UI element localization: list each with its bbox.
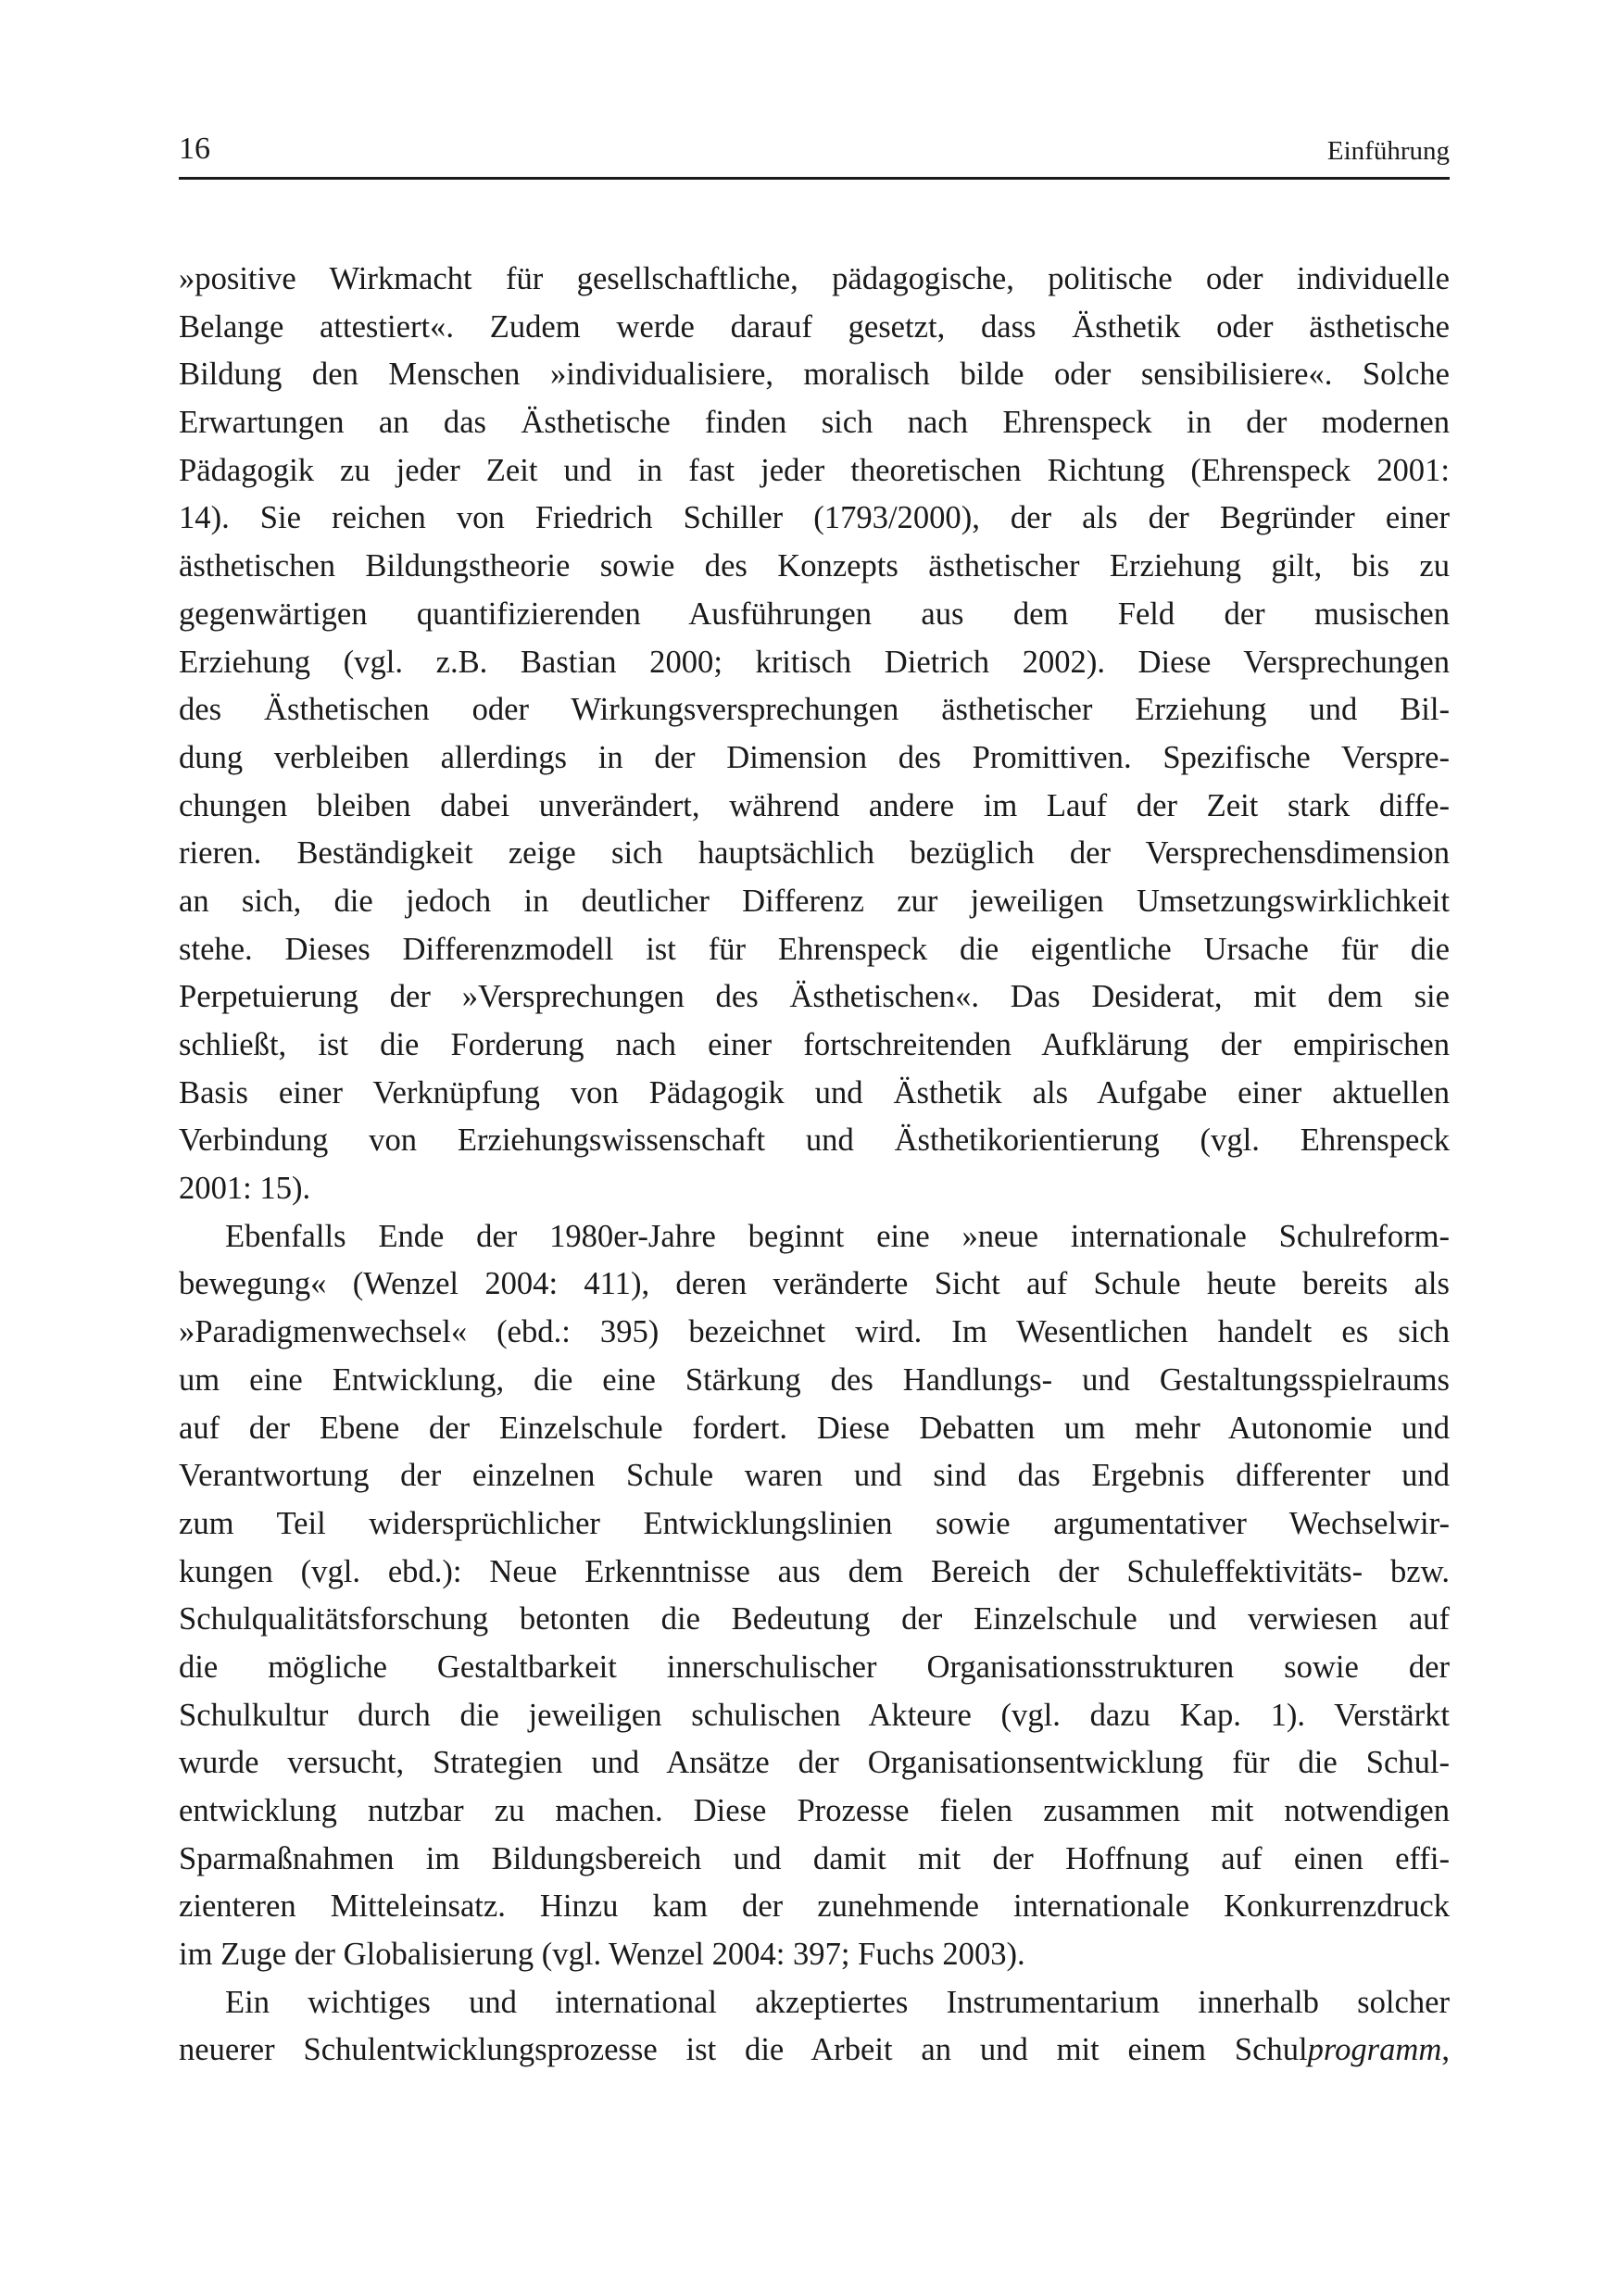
paragraph-3 (179, 1979, 1450, 2075)
text-line: Schulkultur durch die jeweiligen schulischen Akteure (vgl. dazu Kap. 1). Verstärkt (179, 1697, 1450, 1733)
text-line: »Paradigmenwechsel« (ebd.: 395) bezeichnet wird. Im Wesentlichen handelt es sich (179, 1314, 1450, 1350)
text-segment: neuerer Schulentwicklungsprozesse ist die Arbeit an und mit einem Schul (179, 2032, 1308, 2068)
text-line: rieren. Beständigkeit zeige sich hauptsächlich bezüglich der Versprechensdimension (179, 835, 1450, 872)
text-line: Pädagogik zu jeder Zeit und in fast jeder theoretischen Richtung (Ehrenspeck 2001: (179, 452, 1450, 488)
text-line: dung verbleiben allerdings in der Dimension des Promittiven. Spezifische Verspre- (179, 739, 1450, 775)
text-line: 2001: 15). (179, 1171, 311, 1207)
text-line: zienteren Mitteleinsatz. Hinzu kam der zunehmende internationale Konkurrenzdruck (179, 1888, 1450, 1925)
text-line: auf der Ebene der Einzelschule fordert. Diese Debatten um mehr Autonomie und (179, 1410, 1450, 1446)
text-line: Ein wichtiges und international akzeptiertes Instrumentarium innerhalb solcher (225, 1984, 1450, 2020)
text-line (179, 2026, 1450, 2075)
text-line: im Zuge der Globalisierung (vgl. Wenzel 2004: 397; Fuchs 2003). (179, 1937, 1025, 1973)
text-line: Ebenfalls Ende der 1980er-Jahre beginnt eine »neue internationale Schulreform- (225, 1218, 1450, 1254)
text-line: chungen bleiben dabei unverändert, während andere im Lauf der Zeit stark diffe- (179, 787, 1450, 823)
chapter-title: Einführung (1326, 136, 1450, 166)
body-text (179, 256, 1450, 2075)
text-line: Bildung den Menschen »individualisiere, moralisch bilde oder sensibilisiere«. Solche (179, 357, 1450, 393)
emphasized-word: programm (1307, 2032, 1442, 2068)
text-line: Perpetuierung der »Versprechungen des Ästhetischen«. Das Desiderat, mit dem sie (179, 979, 1450, 1015)
text-line: des Ästhetischen oder Wirkungsversprechungen ästhetischer Erziehung und Bil- (179, 692, 1450, 728)
text-line: gegenwärtigen quantifizierenden Ausführungen aus dem Feld der musischen (179, 596, 1450, 632)
text-line: Schulqualitätsforschung betonten die Bedeutung der Einzelschule und verwiesen auf (179, 1601, 1450, 1637)
text-line: stehe. Dieses Differenzmodell ist für Ehrenspeck die eigentliche Ursache für die (179, 931, 1450, 967)
text-line: Sparmaßnahmen im Bildungsbereich und damit mit der Hoffnung auf einen effi- (179, 1840, 1450, 1876)
text-line: Basis einer Verknüpfung von Pädagogik und Ästhetik als Aufgabe einer aktuellen (179, 1074, 1450, 1110)
text-line: Verbindung von Erziehungswissenschaft und Ästhetikorientierung (vgl. Ehrenspeck (179, 1123, 1450, 1159)
text-line: bewegung« (Wenzel 2004: 411), deren veränderte Sicht auf Schule heute bereits als (179, 1266, 1450, 1302)
text-line: entwicklung nutzbar zu machen. Diese Prozesse fielen zusammen mit notwendigen (179, 1793, 1450, 1828)
page-number: 16 (179, 132, 210, 166)
text-line: die mögliche Gestaltbarkeit innerschulischer Organisationsstrukturen sowie der (179, 1649, 1450, 1685)
running-head (179, 125, 1450, 180)
text-segment: , (1441, 2032, 1450, 2068)
paragraph-2 (179, 1213, 1450, 1979)
paragraph-1 (179, 256, 1450, 1213)
text-line: an sich, die jedoch in deutlicher Differenz zur jeweiligen Umsetzungswirklichkeit (179, 883, 1450, 919)
text-line: 14). Sie reichen von Friedrich Schiller (1793/2000), der als der Begründer einer (179, 500, 1450, 536)
text-line: zum Teil widersprüchlicher Entwicklungslinien sowie argumentativer Wechselwir- (179, 1505, 1450, 1541)
text-line: »positive Wirkmacht für gesellschaftliche, pädagogische, politische oder individuelle (179, 261, 1450, 296)
text-line: um eine Entwicklung, die eine Stärkung des Handlungs- und Gestaltungsspielraums (179, 1361, 1450, 1398)
text-line: ästhetischen Bildungstheorie sowie des Konzepts ästhetischer Erziehung gilt, bis zu (179, 548, 1450, 584)
text-line: schließt, ist die Forderung nach einer fortschreitenden Aufklärung der empirischen (179, 1027, 1450, 1062)
text-line: kungen (vgl. ebd.): Neue Erkenntnisse aus dem Bereich der Schuleffektivitäts- bzw. (179, 1553, 1450, 1589)
text-line: Erwartungen an das Ästhetische finden sich nach Ehrenspeck in der modernen (179, 405, 1450, 441)
text-line: wurde versucht, Strategien und Ansätze der Organisationsentwicklung für die Schul- (179, 1745, 1450, 1781)
text-line: Verantwortung der einzelnen Schule waren und sind das Ergebnis differenter und (179, 1458, 1450, 1494)
text-line: Erziehung (vgl. z.B. Bastian 2000; kritisch Dietrich 2002). Diese Versprechungen (179, 644, 1450, 680)
text-line: Belange attestiert«. Zudem werde darauf gesetzt, dass Ästhetik oder ästhetische (179, 308, 1450, 345)
